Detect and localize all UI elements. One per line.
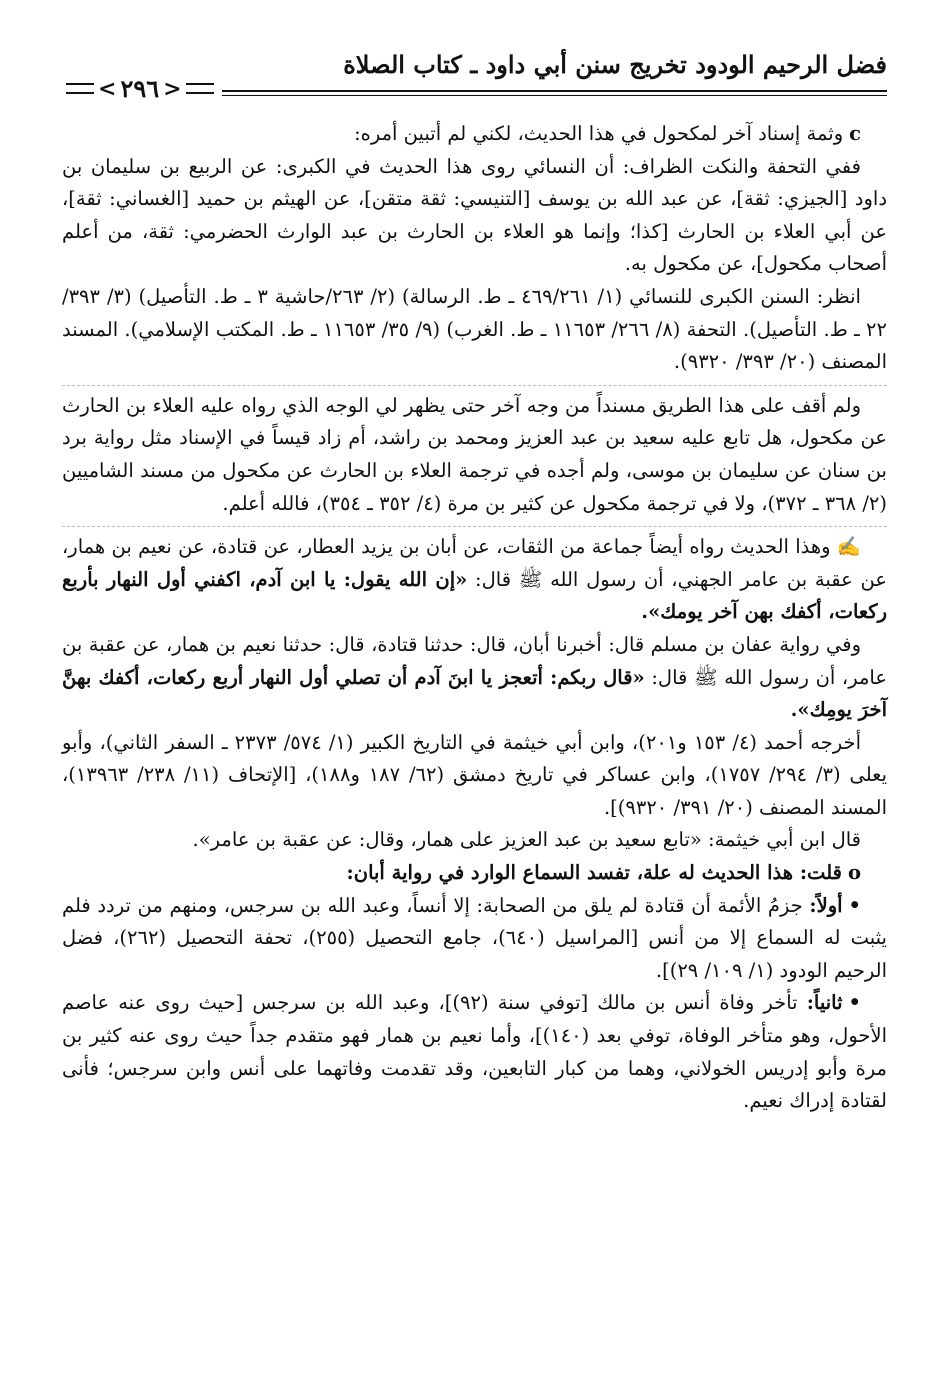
circle-marker-icon: o [847,861,861,885]
running-header [62,40,887,110]
hadith-text: «قال ربكم: أتعجز يا ابنَ آدم أن تصلي أول النهار أربع ركعات، أكفك بهنَّ آخرَ يومِك». [62,665,887,722]
paragraph: oقلت: هذا الحديث له علة، تفسد السماع الوارد في رواية أبان: [346,861,861,885]
paragraph: cوثمة إسناد آخر لمكحول في هذا الحديث، لكني لم أتبين أمره: [354,122,861,145]
hadith-text: «إن الله يقول: يا ابن آدم، اكفني أول النهار بأربع ركعات، أكفك بهن آخر يومك». [62,567,887,624]
paragraph: ✍وهذا الحديث رواه أيضاً جماعة من الثقات، عن أبان بن يزيد العطار، عن قتادة، عن نعيم بن همار، عن عقبة بن عامر الجهني، أن رسول الله ﷺ قال: «إن الله يقول: يا ابن آدم، اكفني أول النهار بأربع ركعات، أكفك بهن آخر يومك». [62,526,887,629]
bullet-icon: • [848,893,862,917]
c-marker-icon: c [849,122,861,145]
paragraph: •ثانياً: تأخر وفاة أنس بن مالك [توفي سنة (٩٢)]، وعبد الله بن سرجس [حيث روى عنه عاصم الأحول، وهو متأخر الوفاة، توفي بعد (١٤٠)]، وأما نعيم بن همار فهو متقدم جداً حيث روى عنه كثير بن مرة وأبو إدريس الخولاني، وهما من كبار التابعين، وقد تقدمت وفاتهما على أنس وابن سرجس؛ فأنى لقتادة إدراك نعيم. [62,991,887,1113]
paragraph: •أولاً: جزمُ الأئمة أن قتادة لم يلق من الصحابة: إلا أنساً، وعبد الله بن سرجس، ومنهم من تردد فلم يثبت له السماع إلا من أنس [المراسيل (٦٤٠)، جامع التحصيل (٢٥٥)، تحفة التحصيل (٢٦٢)، فضل الرحيم الودود (١/ ١٠٩/ ٢٩)]. [62,893,887,982]
page-number-bracket-right: > [163,75,182,102]
paragraph: ففي التحفة والنكت الظراف: أن النسائي روى هذا الحديث في الكبرى: عن الربيع بن سليمان بن داود [الجيزي: ثقة]، عن عبد الله بن يوسف [التنيسي: ثقة متقن]، عن الهيثم بن حميد [الغساني: ثقة]، عن أبي العلاء بن الحارث [كذا؛ وإنما هو العلاء بن الحارث بن عبد الوارث الحضرمي: ثقة، من أعلم أصحاب مكحول]، عن مكحول به. [62,154,887,276]
page-number-box [62,74,222,103]
paragraph: قال ابن أبي خيثمة: «تابع سعيد بن عبد العزيز على همار، وقال: عن عقبة بن عامر». [192,828,861,852]
paragraph: ولم أقف على هذا الطريق مسنداً من وجه آخر حتى يظهر لي الوجه الذي رواه عليه العلاء بن الحارث عن مكحول، هل تابع عليه سعيد بن عبد العزيز ومحمد بن راشد، أم زاد قيساً في الإسناد مثل رواية برد بن سنان عن سليمان بن موسى، ولم أجده في ترجمة العلاء بن الحارث عن مكحول من مسند الشاميين (٢/ ٣٦٨ ـ ٣٧٢)، ولا في ترجمة مكحول عن كثير بن مرة (٤/ ٣٥٢ ـ ٣٥٤)، فالله أعلم. [62,385,887,520]
page-number-bracket-left: < [98,75,117,102]
page-number: ٢٩٦ [120,74,160,103]
quill-marker-icon: ✍ [836,535,862,559]
paragraph: أخرجه أحمد (٤/ ١٥٣ و٢٠١)، وابن أبي خيثمة في التاريخ الكبير (١/ ٥٧٤/ ٢٣٧٣ ـ السفر الثاني)، وأبو يعلى (٣/ ٢٩٤/ ١٧٥٧)، وابن عساكر في تاريخ دمشق (٦٢/ ١٨٧ و١٨٨)، [الإتحاف (١١/ ٢٣٨/ ١٣٩٦٣)، المسند المصنف (٢٠/ ٣٩١/ ٩٣٢٠)]. [62,730,887,819]
page-body [62,118,887,1118]
paragraph: انظر: السنن الكبرى للنسائي (١/ ٤٦٩/٢٦١ ـ ط. الرسالة) (٢/ ٢٦٣/حاشية ٣ ـ ط. التأصيل) (٣/ ٣٩٣/ ٢٢ ـ ط. التأصيل). التحفة (٨/ ٢٦٦/ ١١٦٥٣ ـ ط. الغرب) (٩/ ٣٥/ ١١٦٥٣ ـ ط. المكتب الإسلامي). المسند المصنف (٢٠/ ٣٩٣/ ٩٣٢٠). [62,284,887,374]
page-number-ornament-right [186,83,214,94]
bullet-icon: • [848,991,861,1015]
page-number-ornament-left [66,83,94,94]
paragraph: وفي رواية عفان بن مسلم قال: أخبرنا أبان، قال: حدثنا قتادة، قال: حدثنا نعيم بن همار، عن عقبة بن عامر، أن رسول الله ﷺ قال: «قال ربكم: أتعجز يا ابنَ آدم أن تصلي أول النهار أربع ركعات، أكفك بهنَّ آخرَ يومِك». [62,632,887,722]
header-title: فضل الرحيم الودود تخريج سنن أبي داود ـ كتاب الصلاة [343,50,887,79]
page [62,40,887,1356]
